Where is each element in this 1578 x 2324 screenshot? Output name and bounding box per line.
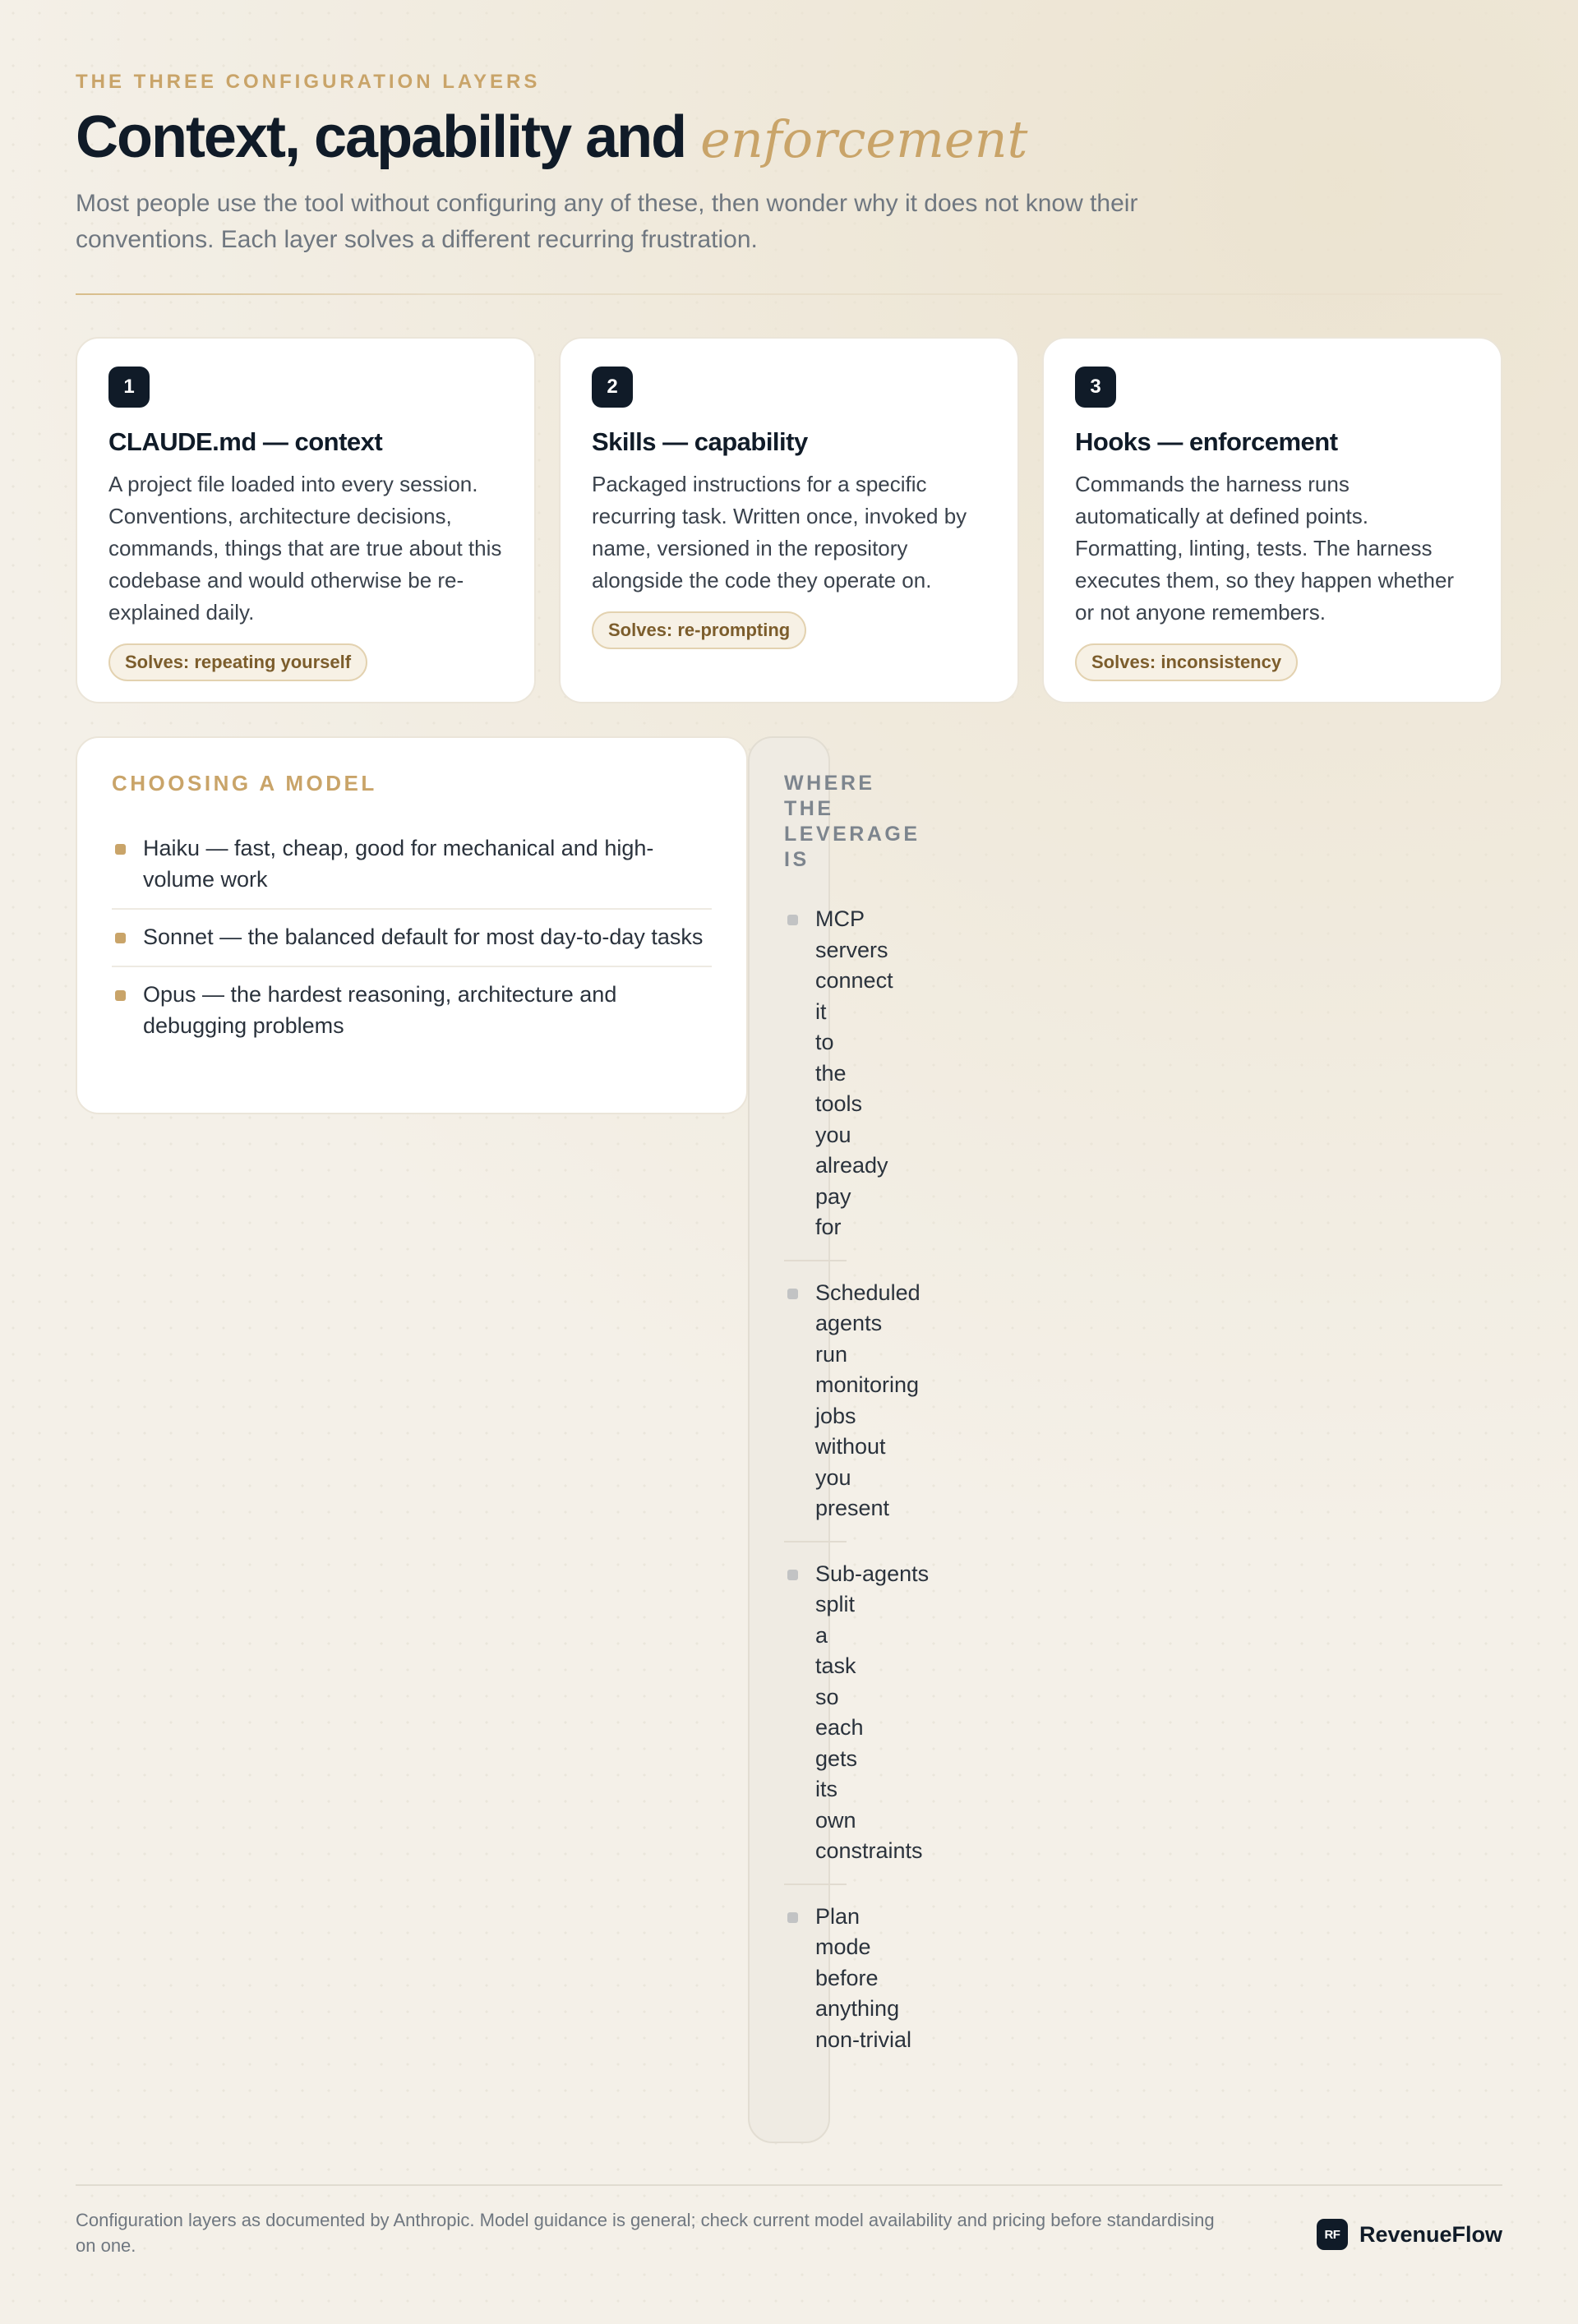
list-item: [784, 1559, 930, 1885]
list-item: [112, 910, 712, 967]
header-divider: [76, 293, 1502, 295]
brand-logo-icon: RF: [1317, 2219, 1348, 2250]
card-title: CLAUDE.md — context: [108, 427, 383, 456]
title-accent: enforcement: [700, 109, 1028, 169]
list-item-text: MCP servers connect it to the tools you already pay for: [815, 906, 893, 1239]
leverage-list: [784, 904, 932, 2072]
layer-card-claude-md: [76, 337, 536, 703]
card-number-badge: 2: [592, 367, 633, 408]
solves-tag: Solves: re-prompting: [592, 611, 806, 649]
brand[interactable]: [1317, 2219, 1502, 2250]
eyebrow: THE THREE CONFIGURATION LAYERS: [76, 71, 541, 93]
section-label: WHERE THE LEVERAGE IS: [784, 772, 920, 871]
list-item: [784, 1278, 920, 1542]
list-item: [112, 967, 712, 1054]
list-item-text: Plan mode before anything non-trivial: [815, 1903, 912, 2052]
square-bullet-icon: [787, 1570, 798, 1580]
list-item-text: Haiku — fast, cheap, good for mechanical and high-volume work: [143, 836, 654, 892]
choosing-model-panel: [76, 736, 748, 1114]
list-item-text: Scheduled agents run monitoring jobs without you present: [815, 1280, 920, 1520]
solves-tag: Solves: repeating yourself: [108, 643, 367, 681]
list-item-text: Sonnet — the balanced default for most day-to-day tasks: [143, 925, 704, 949]
footnote: Configuration layers as documented by Anthropic. Model guidance is general; check current model availability and pricing before standardising on one.: [76, 2210, 1215, 2256]
leverage-panel: [748, 736, 930, 2143]
page-title: [76, 104, 1027, 171]
solves-tag: Solves: inconsistency: [1075, 643, 1298, 681]
layer-card-hooks: [1042, 337, 1502, 703]
card-number-badge: 3: [1075, 367, 1116, 408]
card-description: Commands the harness runs automatically at defined points. Formatting, linting, tests. The harness executes them, so they happen whether or not anyone remembers.: [1075, 472, 1455, 625]
list-item-text: Opus — the hardest reasoning, architecture and debugging problems: [143, 982, 617, 1038]
list-item: [112, 821, 712, 910]
model-list: [112, 821, 712, 1054]
card-title: Skills — capability: [592, 427, 808, 456]
footer-divider: [76, 2184, 1502, 2186]
card-number-badge: 1: [108, 367, 150, 408]
square-bullet-icon: [787, 1289, 798, 1299]
page-subtitle: Most people use the tool without configuring any of these, then wonder why it does not know their conventions. Each layer solves a different recurring frustration.: [76, 190, 1138, 253]
list-item: [784, 904, 893, 1261]
square-bullet-icon: [115, 844, 126, 855]
title-main: Context, capability and: [76, 104, 686, 170]
list-item-text: Sub-agents split a task so each gets its own constraints: [815, 1561, 930, 1863]
square-bullet-icon: [115, 990, 126, 1001]
card-description: Packaged instructions for a specific recurring task. Written once, invoked by name, versioned in the repository alongside the code they operate on.: [592, 472, 967, 593]
section-label: CHOOSING A MODEL: [112, 771, 377, 795]
card-description: A project file loaded into every session. Conventions, architecture decisions, commands, things that are true about this codebase and would otherwise be re-explained daily.: [108, 472, 502, 625]
brand-name: RevenueFlow: [1359, 2221, 1502, 2247]
card-title: Hooks — enforcement: [1075, 427, 1338, 456]
layer-card-skills: [559, 337, 1019, 703]
square-bullet-icon: [115, 933, 126, 943]
list-item: [784, 1902, 912, 2073]
square-bullet-icon: [787, 1912, 798, 1923]
square-bullet-icon: [787, 915, 798, 925]
